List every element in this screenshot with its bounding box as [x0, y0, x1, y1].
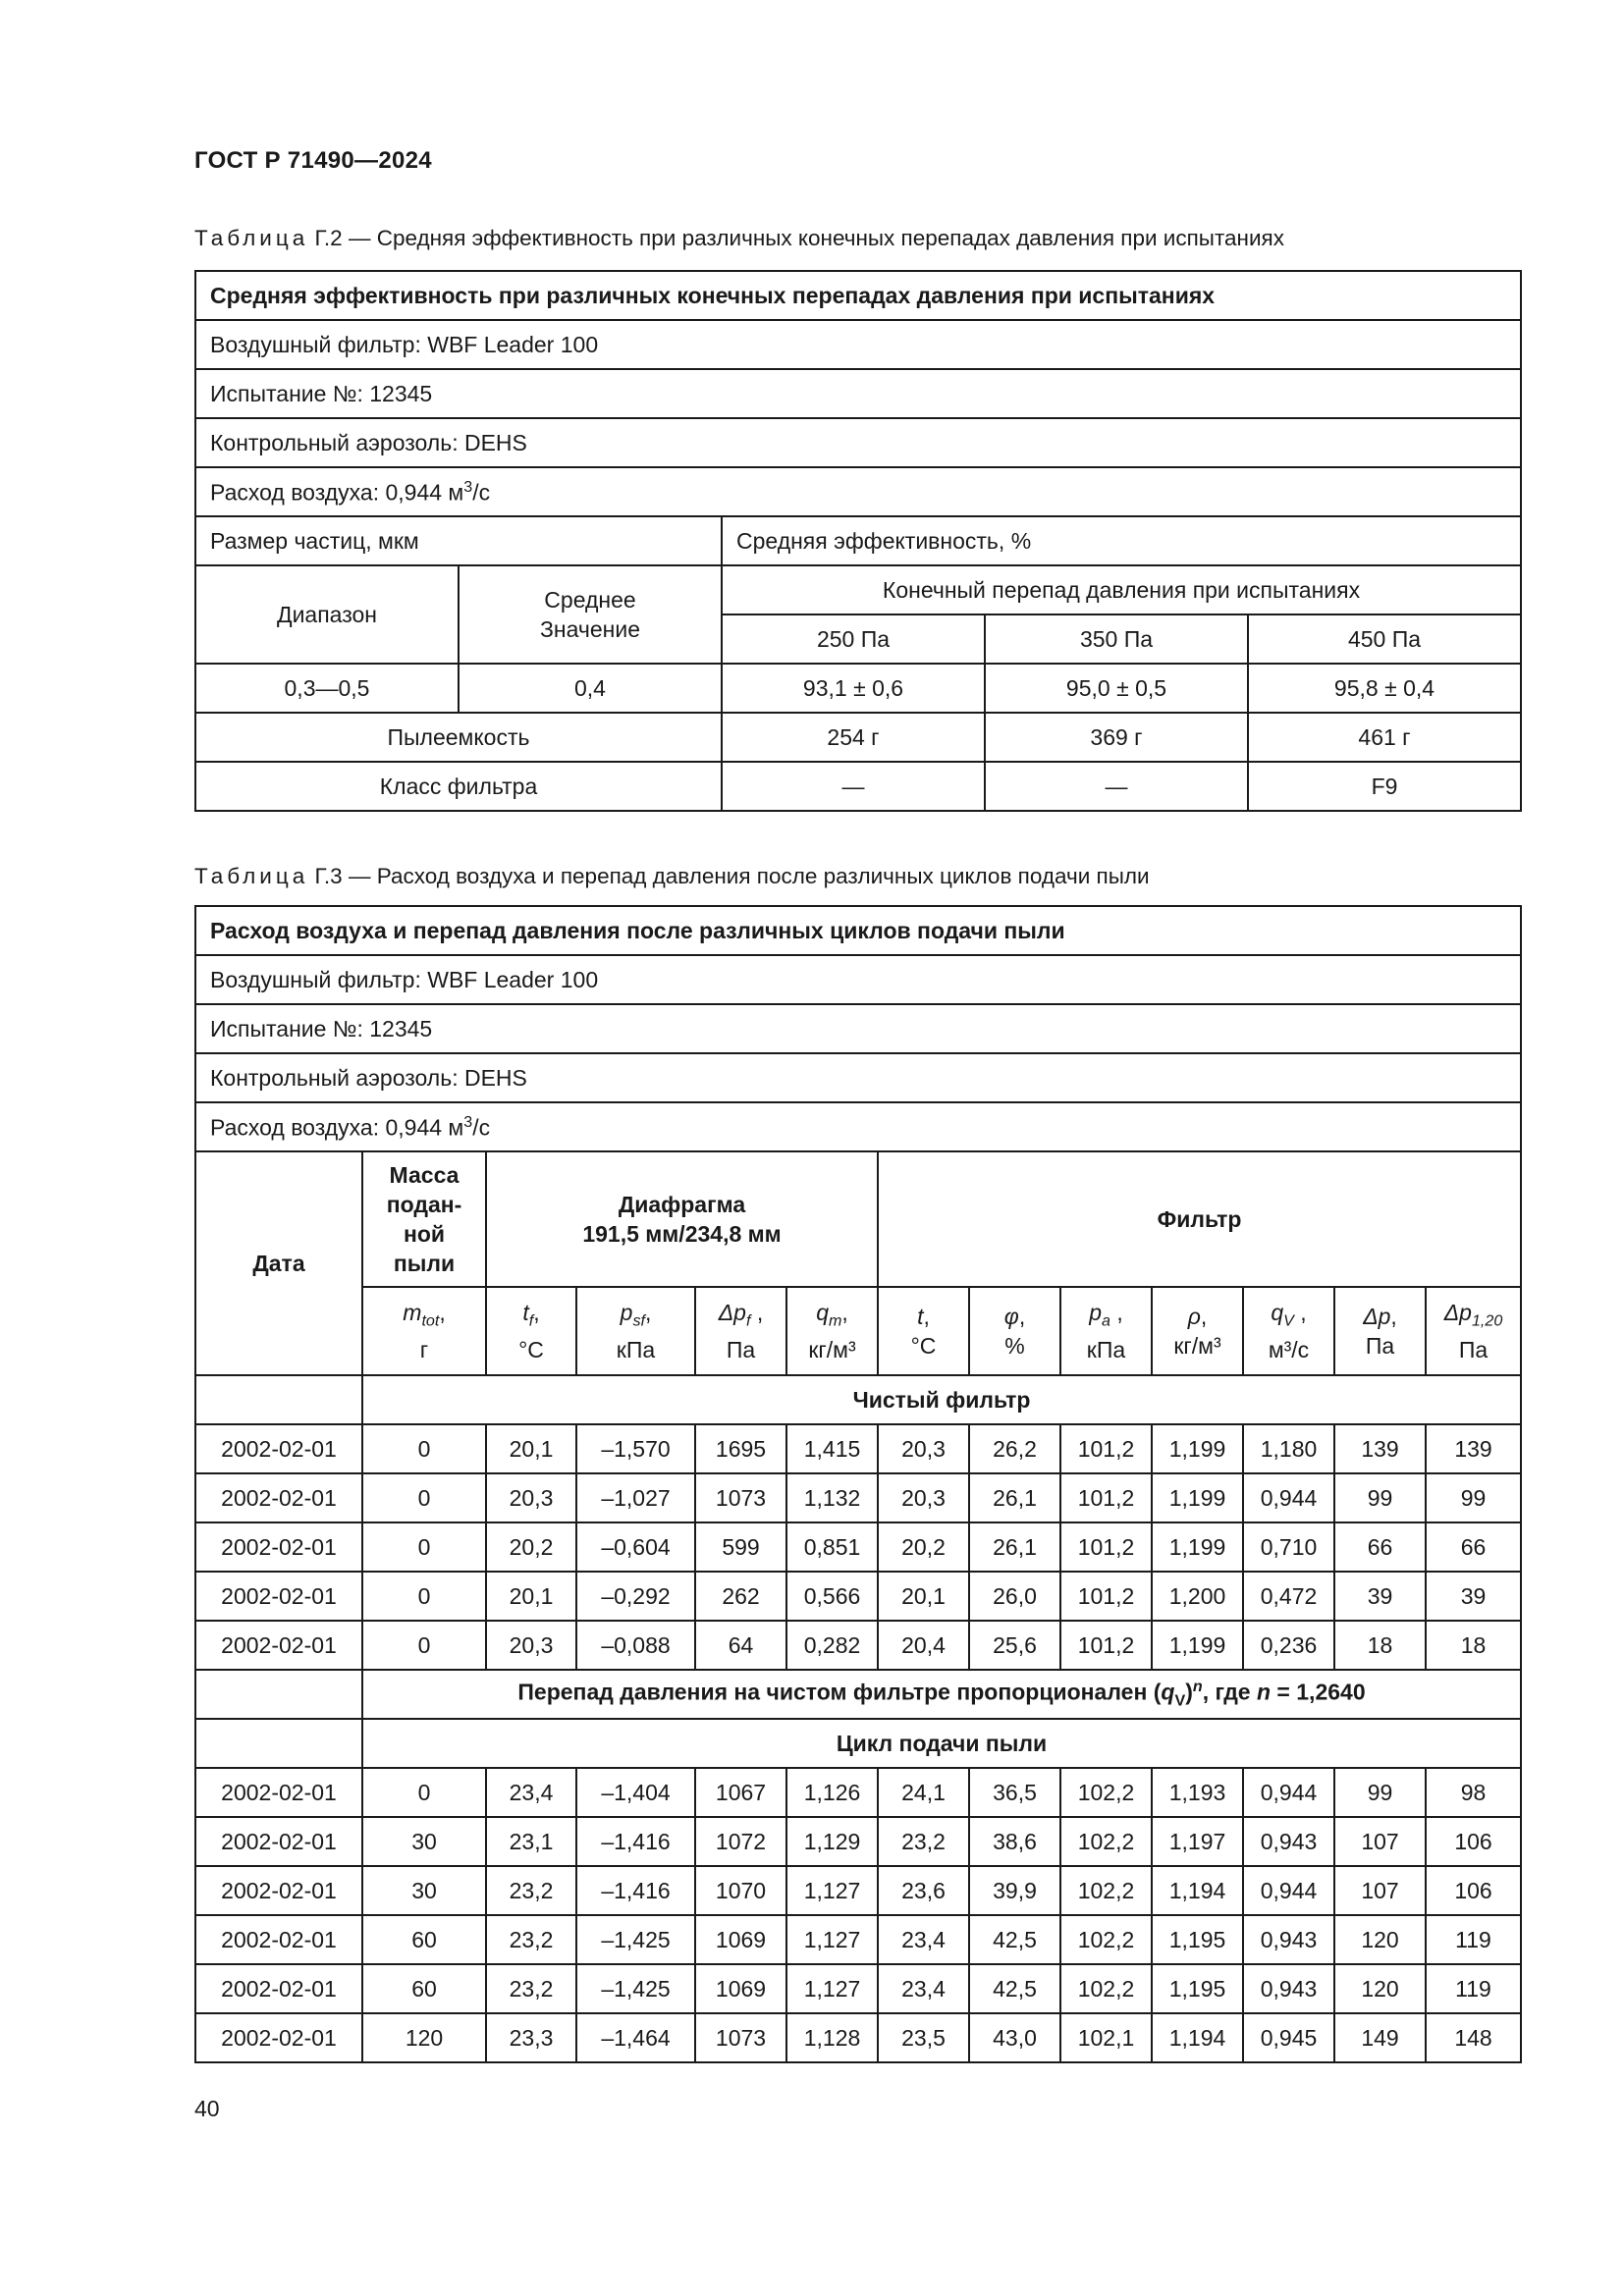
- table3-airflow-exp: 3: [463, 1112, 473, 1131]
- table3-empty-cell: [195, 1670, 362, 1719]
- table3-unit-subscript: a: [1102, 1311, 1110, 1330]
- table-cell: 36,5: [969, 1768, 1060, 1817]
- table3-unit-subscript: tot: [421, 1311, 440, 1330]
- table3-unit-symbol: ρ: [1187, 1304, 1201, 1329]
- table-cell: 1695: [695, 1424, 786, 1473]
- table-cell: –1,570: [576, 1424, 695, 1473]
- table3-unit-punct: ,: [1018, 1304, 1026, 1329]
- table-cell: 0: [362, 1522, 486, 1572]
- table2-title: Средняя эффективность при различных конечных перепадах давления при испытаниях: [195, 271, 1521, 320]
- table-cell: 106: [1426, 1866, 1521, 1915]
- table-cell: 23,4: [878, 1915, 969, 1964]
- table-row: [195, 1473, 1521, 1522]
- table3-unit-punct: ,: [1200, 1304, 1208, 1329]
- table2-col-mean: [459, 565, 722, 664]
- table3-airflow-prefix: Расход воздуха: 0,944 м: [210, 1114, 464, 1141]
- table3-unit-symbol: p: [1089, 1299, 1103, 1325]
- table-cell: 43,0: [969, 2013, 1060, 2062]
- table-cell: 23,4: [486, 1768, 576, 1817]
- table-cell: 102,2: [1060, 1866, 1152, 1915]
- table3-unit-subscript: f: [528, 1311, 534, 1330]
- table2-cell: —: [722, 762, 985, 811]
- table-cell: 1073: [695, 2013, 786, 2062]
- table-cell: 148: [1426, 2013, 1521, 2062]
- table-cell: 23,2: [486, 1866, 576, 1915]
- table3-col-diaphragm-line2: 191,5 мм/234,8 мм: [582, 1221, 782, 1247]
- table-cell: 1,200: [1152, 1572, 1243, 1621]
- table-cell: 23,5: [878, 2013, 969, 2062]
- table-cell: 1,127: [786, 1915, 878, 1964]
- table-cell: 0,944: [1243, 1866, 1334, 1915]
- table-cell: 26,0: [969, 1572, 1060, 1621]
- table-cell: 0,943: [1243, 1964, 1334, 2013]
- table3-unit-label: %: [1004, 1333, 1025, 1359]
- table2-caption-text: Г.2 — Средняя эффективность при различных конечных перепадах давления при испытаниях: [308, 226, 1284, 250]
- table2-cell: 254 г: [722, 713, 985, 762]
- table3-note-mid: , где: [1202, 1680, 1257, 1706]
- table3-unit-label: °C: [518, 1337, 544, 1363]
- table-cell: 26,2: [969, 1424, 1060, 1473]
- table3-col-diaphragm-line1: Диафрагма: [618, 1192, 746, 1217]
- table-cell: 0: [362, 1621, 486, 1670]
- table-row: [195, 1866, 1521, 1915]
- table-cell: 0: [362, 1572, 486, 1621]
- table-cell: 38,6: [969, 1817, 1060, 1866]
- table2-cell: 93,1 ± 0,6: [722, 664, 985, 713]
- table-cell: 102,1: [1060, 2013, 1152, 2062]
- table-cell: 0,943: [1243, 1915, 1334, 1964]
- table-cell: 39: [1426, 1572, 1521, 1621]
- table-row: [195, 2013, 1521, 2062]
- table2-caption-label: Таблица: [194, 226, 309, 250]
- table2-cell: 461 г: [1248, 713, 1521, 762]
- table3-col-mass-line: пыли: [393, 1251, 456, 1276]
- table2-airflow-exp: 3: [463, 477, 473, 496]
- table-cell: 1,199: [1152, 1522, 1243, 1572]
- table-cell: 23,3: [486, 2013, 576, 2062]
- table-cell: 1,199: [1152, 1424, 1243, 1473]
- table-row: [195, 1915, 1521, 1964]
- table2-caption: [194, 226, 1284, 251]
- table-cell: 25,6: [969, 1621, 1060, 1670]
- table3-unit-header: [1334, 1287, 1426, 1375]
- table-cell: 0,472: [1243, 1572, 1334, 1621]
- table3-unit-header: [1243, 1287, 1334, 1375]
- table3-note: [362, 1670, 1521, 1719]
- table3-col-mass: [362, 1151, 486, 1287]
- table-cell: 149: [1334, 2013, 1426, 2062]
- table3-unit-punct: ,: [1110, 1299, 1123, 1325]
- table-cell: –1,464: [576, 2013, 695, 2062]
- table-cell: 98: [1426, 1768, 1521, 1817]
- table-cell: 1,199: [1152, 1621, 1243, 1670]
- table3-note-value: = 1,2640: [1271, 1680, 1366, 1706]
- table3-unit-symbol: q: [816, 1299, 829, 1325]
- table-cell: 0: [362, 1768, 486, 1817]
- table-cell: 0,943: [1243, 1817, 1334, 1866]
- table-cell: 2002-02-01: [195, 1621, 362, 1670]
- table3-unit-label: кПа: [1086, 1337, 1126, 1363]
- table-cell: 2002-02-01: [195, 1817, 362, 1866]
- table-cell: 20,2: [486, 1522, 576, 1572]
- table3-unit-punct: ,: [750, 1299, 764, 1325]
- table-cell: 1072: [695, 1817, 786, 1866]
- table-cell: 0: [362, 1424, 486, 1473]
- table2-cell: 369 г: [985, 713, 1248, 762]
- table-cell: 2002-02-01: [195, 1424, 362, 1473]
- table2-col-mean-line1: Среднее: [544, 587, 636, 613]
- table3-unit-label: Па: [1365, 1333, 1395, 1359]
- table3-unit-punct: ,: [1390, 1304, 1397, 1329]
- table-cell: 102,2: [1060, 1817, 1152, 1866]
- table-cell: 101,2: [1060, 1621, 1152, 1670]
- table-cell: 1,127: [786, 1866, 878, 1915]
- table-cell: 1,195: [1152, 1964, 1243, 2013]
- table3-unit-punct: ,: [439, 1299, 446, 1325]
- table-row: [195, 1522, 1521, 1572]
- table3-title: Расход воздуха и перепад давления после различных циклов подачи пыли: [195, 906, 1521, 955]
- table-cell: 139: [1334, 1424, 1426, 1473]
- document-header: ГОСТ Р 71490—2024: [194, 147, 432, 174]
- table3-caption: [194, 864, 1150, 889]
- table3-unit-label: кг/м³: [1173, 1333, 1221, 1359]
- table-row: [195, 1572, 1521, 1621]
- table-cell: 1,194: [1152, 1866, 1243, 1915]
- table-cell: 119: [1426, 1964, 1521, 2013]
- table-cell: 1,129: [786, 1817, 878, 1866]
- table-cell: 0,944: [1243, 1768, 1334, 1817]
- table-cell: 42,5: [969, 1915, 1060, 1964]
- table3-note-q: q: [1161, 1680, 1175, 1706]
- table-cell: 1,180: [1243, 1424, 1334, 1473]
- table3-clean-rows: [195, 1424, 1521, 1670]
- table-cell: –1,404: [576, 1768, 695, 1817]
- table-cell: 262: [695, 1572, 786, 1621]
- table3-unit-label: Па: [726, 1337, 756, 1363]
- table-cell: 102,2: [1060, 1964, 1152, 2013]
- table2-pressure: 450 Па: [1248, 614, 1521, 664]
- table-cell: 1,194: [1152, 2013, 1243, 2062]
- table-cell: 2002-02-01: [195, 1768, 362, 1817]
- table-cell: –1,416: [576, 1866, 695, 1915]
- table3-unit-symbol: m: [403, 1299, 422, 1325]
- table-cell: 23,6: [878, 1866, 969, 1915]
- table-cell: 1,197: [1152, 1817, 1243, 1866]
- table3-unit-subscript: 1,20: [1471, 1311, 1503, 1330]
- table3-unit-header: [576, 1287, 695, 1375]
- table-cell: 99: [1334, 1473, 1426, 1522]
- table3-unit-symbol: q: [1271, 1299, 1284, 1325]
- table-cell: 1,128: [786, 2013, 878, 2062]
- table3-note-sup: n: [1192, 1678, 1203, 1696]
- table3-unit-punct: ,: [533, 1299, 540, 1325]
- table3-dust-rows: [195, 1768, 1521, 2062]
- table-cell: 23,1: [486, 1817, 576, 1866]
- table-cell: 1,193: [1152, 1768, 1243, 1817]
- table-cell: 26,1: [969, 1522, 1060, 1572]
- table-cell: 1,127: [786, 1964, 878, 2013]
- table2-filter: Воздушный фильтр: WBF Leader 100: [195, 320, 1521, 369]
- table3-unit-row: [195, 1287, 1521, 1375]
- table3-unit-symbol: Δp: [1363, 1304, 1391, 1329]
- table2-col-mean-line2: Значение: [540, 616, 640, 642]
- table-cell: –0,604: [576, 1522, 695, 1572]
- table-cell: 2002-02-01: [195, 2013, 362, 2062]
- table2: [194, 270, 1522, 812]
- table-cell: 0,945: [1243, 2013, 1334, 2062]
- table3-note-sub: V: [1174, 1691, 1186, 1710]
- table-cell: 1,415: [786, 1424, 878, 1473]
- table3-unit-label: °C: [910, 1333, 937, 1359]
- table3-unit-punct: ,: [923, 1304, 930, 1329]
- table-cell: 2002-02-01: [195, 1866, 362, 1915]
- table3-unit-subscript: sf: [632, 1311, 645, 1330]
- table-cell: 66: [1334, 1522, 1426, 1572]
- table-cell: 23,2: [486, 1915, 576, 1964]
- table-cell: 20,4: [878, 1621, 969, 1670]
- table-cell: 20,1: [486, 1572, 576, 1621]
- table-cell: –1,425: [576, 1964, 695, 2013]
- table3-unit-symbol: p: [620, 1299, 633, 1325]
- table-cell: 0,282: [786, 1621, 878, 1670]
- table3-unit-punct: ,: [644, 1299, 652, 1325]
- table-cell: 102,2: [1060, 1915, 1152, 1964]
- table3-unit-header: [362, 1287, 486, 1375]
- table-cell: 599: [695, 1522, 786, 1572]
- table3-unit-header: [486, 1287, 576, 1375]
- table3-unit-symbol: t: [917, 1304, 924, 1329]
- table3-unit-subscript: m: [829, 1311, 842, 1330]
- table2-cell: F9: [1248, 762, 1521, 811]
- table3-col-mass-line: подан-: [386, 1192, 462, 1217]
- table-cell: 120: [1334, 1915, 1426, 1964]
- table3-test: Испытание №: 12345: [195, 1004, 1521, 1053]
- table2-data-row: [195, 664, 1521, 713]
- table3-note-prefix: Перепад давления на чистом фильтре пропорционален (: [517, 1680, 1162, 1706]
- table3-unit-header: [786, 1287, 878, 1375]
- table-cell: 39: [1334, 1572, 1426, 1621]
- table3-airflow-suffix: /с: [472, 1114, 491, 1141]
- table-cell: 20,3: [878, 1473, 969, 1522]
- table3-note-n: n: [1256, 1680, 1272, 1706]
- table-cell: 18: [1334, 1621, 1426, 1670]
- table-cell: 119: [1426, 1915, 1521, 1964]
- table2-col-particle-size: Размер частиц, мкм: [195, 516, 722, 565]
- table-cell: 0,236: [1243, 1621, 1334, 1670]
- table3-col-mass-line: Масса: [389, 1162, 460, 1188]
- table3-unit-subscript: f: [745, 1311, 751, 1330]
- table2-cell: 0,3—0,5: [195, 664, 459, 713]
- table-cell: 20,1: [878, 1572, 969, 1621]
- table2-filter-class-row: [195, 762, 1521, 811]
- table-cell: 0: [362, 1473, 486, 1522]
- table-cell: 20,3: [486, 1621, 576, 1670]
- table3-col-diaphragm: [486, 1151, 878, 1287]
- table-cell: 1067: [695, 1768, 786, 1817]
- table-cell: 106: [1426, 1817, 1521, 1866]
- table2-col-final-dp: Конечный перепад давления при испытаниях: [722, 565, 1521, 614]
- table2-airflow-prefix: Расход воздуха: 0,944 м: [210, 479, 464, 506]
- table-cell: 2002-02-01: [195, 1473, 362, 1522]
- table-cell: 60: [362, 1915, 486, 1964]
- table2-cell: 0,4: [459, 664, 722, 713]
- table-cell: 20,3: [486, 1473, 576, 1522]
- table3-unit-label: м³/с: [1268, 1337, 1310, 1363]
- table3-unit-label: кг/м³: [808, 1337, 856, 1363]
- table-cell: 107: [1334, 1866, 1426, 1915]
- table-cell: 99: [1426, 1473, 1521, 1522]
- table-cell: 2002-02-01: [195, 1522, 362, 1572]
- table-cell: 1069: [695, 1915, 786, 1964]
- table-cell: –1,416: [576, 1817, 695, 1866]
- table-cell: 0,710: [1243, 1522, 1334, 1572]
- table-cell: 66: [1426, 1522, 1521, 1572]
- table-cell: 101,2: [1060, 1572, 1152, 1621]
- table3-caption-text: Г.3 — Расход воздуха и перепад давления после различных циклов подачи пыли: [308, 864, 1150, 888]
- table-cell: 64: [695, 1621, 786, 1670]
- table-cell: 30: [362, 1866, 486, 1915]
- table-cell: 101,2: [1060, 1473, 1152, 1522]
- table3-unit-label: Па: [1458, 1337, 1489, 1363]
- table3-note-close: ): [1185, 1680, 1193, 1706]
- table-cell: 39,9: [969, 1866, 1060, 1915]
- table-cell: 20,1: [486, 1424, 576, 1473]
- table-cell: 30: [362, 1817, 486, 1866]
- table-cell: 0,944: [1243, 1473, 1334, 1522]
- table3-unit-subscript: V: [1283, 1311, 1294, 1330]
- table-cell: 120: [362, 2013, 486, 2062]
- table-cell: 1,195: [1152, 1915, 1243, 1964]
- table-cell: 101,2: [1060, 1522, 1152, 1572]
- table2-dust-capacity-label: Пылеемкость: [195, 713, 722, 762]
- table3-unit-header: [878, 1287, 969, 1375]
- table-cell: –0,088: [576, 1621, 695, 1670]
- table-cell: 0,566: [786, 1572, 878, 1621]
- table3-unit-symbol: φ: [1003, 1304, 1019, 1329]
- table3-unit-punct: ,: [841, 1299, 848, 1325]
- table3-unit-header: [1426, 1287, 1521, 1375]
- table-cell: 2002-02-01: [195, 1915, 362, 1964]
- table-cell: –0,292: [576, 1572, 695, 1621]
- table-cell: 23,2: [878, 1817, 969, 1866]
- table-cell: 1,132: [786, 1473, 878, 1522]
- table2-col-range: Диапазон: [195, 565, 459, 664]
- table2-cell: 95,8 ± 0,4: [1248, 664, 1521, 713]
- table-cell: 102,2: [1060, 1768, 1152, 1817]
- table-cell: –1,425: [576, 1915, 695, 1964]
- table2-col-avg-eff: Средняя эффективность, %: [722, 516, 1521, 565]
- table-cell: 26,1: [969, 1473, 1060, 1522]
- table-row: [195, 1964, 1521, 2013]
- table3-empty-cell: [195, 1719, 362, 1768]
- table-cell: 1,199: [1152, 1473, 1243, 1522]
- table-cell: 99: [1334, 1768, 1426, 1817]
- table3-unit-header: [1060, 1287, 1152, 1375]
- table-cell: 107: [1334, 1817, 1426, 1866]
- table2-pressure: 250 Па: [722, 614, 985, 664]
- table-cell: 24,1: [878, 1768, 969, 1817]
- table-row: [195, 1621, 1521, 1670]
- table3-aerosol: Контрольный аэрозоль: DEHS: [195, 1053, 1521, 1102]
- table2-dust-capacity-row: [195, 713, 1521, 762]
- table-cell: 1073: [695, 1473, 786, 1522]
- table-cell: 60: [362, 1964, 486, 2013]
- table2-test: Испытание №: 12345: [195, 369, 1521, 418]
- table-row: [195, 1768, 1521, 1817]
- table-cell: 1069: [695, 1964, 786, 2013]
- table-cell: 18: [1426, 1621, 1521, 1670]
- table2-filter-class-label: Класс фильтра: [195, 762, 722, 811]
- table3-section-dust: Цикл подачи пыли: [362, 1719, 1521, 1768]
- table3-unit-symbol: Δp: [718, 1299, 746, 1325]
- table3-caption-label: Таблица: [194, 864, 309, 888]
- table2-aerosol: Контрольный аэрозоль: DEHS: [195, 418, 1521, 467]
- table-row: [195, 1424, 1521, 1473]
- table-cell: –1,027: [576, 1473, 695, 1522]
- table-cell: 2002-02-01: [195, 1964, 362, 2013]
- table3-unit-symbol: Δp: [1443, 1299, 1472, 1325]
- table3-unit-symbol: t: [522, 1299, 529, 1325]
- table-cell: 120: [1334, 1964, 1426, 2013]
- table-cell: 139: [1426, 1424, 1521, 1473]
- table-row: [195, 1817, 1521, 1866]
- table-cell: 2002-02-01: [195, 1572, 362, 1621]
- page-number: 40: [194, 2096, 220, 2121]
- table3-empty-cell: [195, 1375, 362, 1424]
- table2-pressure: 350 Па: [985, 614, 1248, 664]
- table-cell: 20,2: [878, 1522, 969, 1572]
- table3-unit-header: [695, 1287, 786, 1375]
- table-cell: 1070: [695, 1866, 786, 1915]
- table3-col-date: Дата: [195, 1151, 362, 1375]
- table-cell: 20,3: [878, 1424, 969, 1473]
- table3-unit-header: [1152, 1287, 1243, 1375]
- table3-unit-label: кПа: [616, 1337, 656, 1363]
- table3: [194, 905, 1522, 2063]
- table-cell: 101,2: [1060, 1424, 1152, 1473]
- table-cell: 1,126: [786, 1768, 878, 1817]
- table3-unit-label: г: [419, 1337, 429, 1363]
- table2-airflow: [195, 467, 1521, 516]
- table-cell: 23,4: [878, 1964, 969, 2013]
- table3-unit-header: [969, 1287, 1060, 1375]
- table-cell: 23,2: [486, 1964, 576, 2013]
- table2-airflow-suffix: /с: [472, 479, 491, 506]
- table3-col-mass-line: ной: [403, 1221, 446, 1247]
- table3-col-filter: Фильтр: [878, 1151, 1521, 1287]
- table-cell: 0,851: [786, 1522, 878, 1572]
- table3-filter: Воздушный фильтр: WBF Leader 100: [195, 955, 1521, 1004]
- table3-airflow: [195, 1102, 1521, 1151]
- table3-section-clean: Чистый фильтр: [362, 1375, 1521, 1424]
- table-cell: 42,5: [969, 1964, 1060, 2013]
- table2-cell: —: [985, 762, 1248, 811]
- table3-unit-punct: ,: [1293, 1299, 1307, 1325]
- table2-cell: 95,0 ± 0,5: [985, 664, 1248, 713]
